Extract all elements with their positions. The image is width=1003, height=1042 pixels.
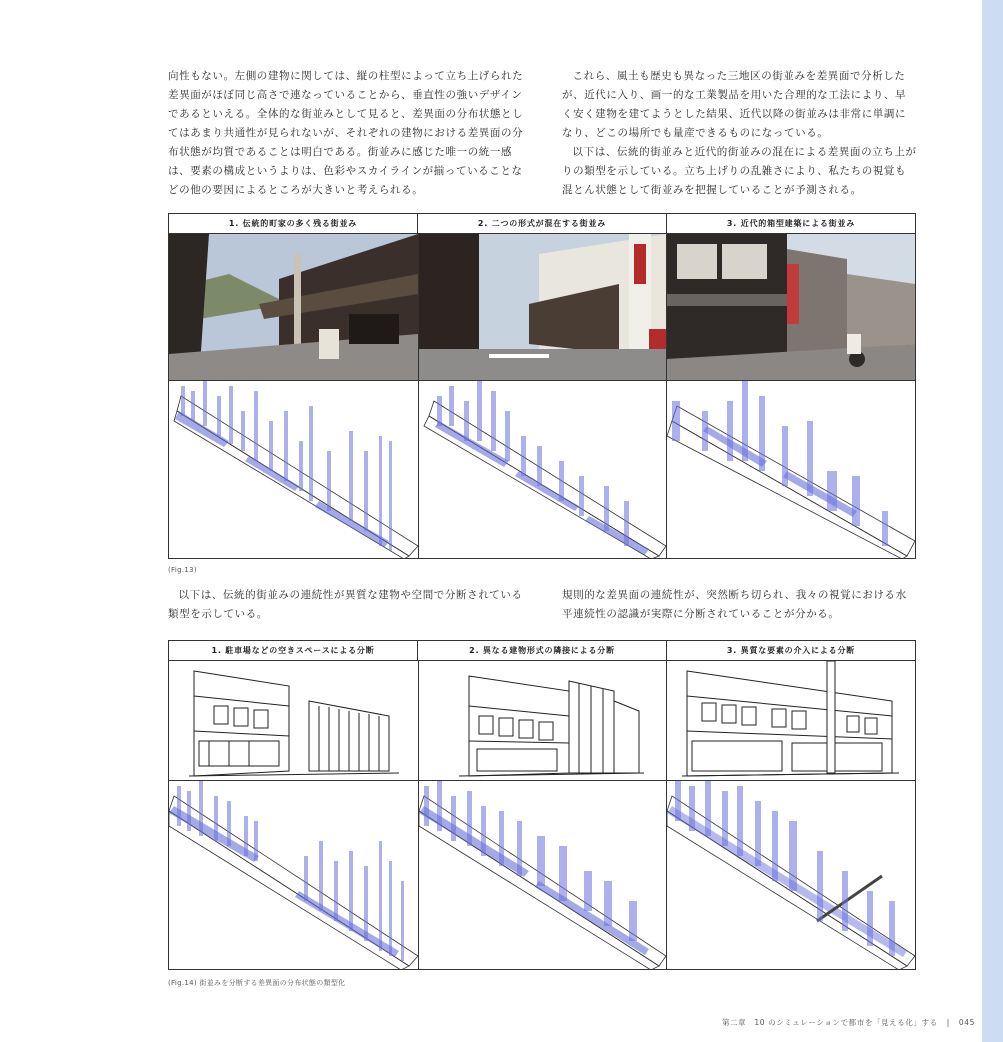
fig13-header-1: 1. 伝統的町家の多く残る街並み	[169, 214, 418, 233]
fig14-sketch-foreign-element	[667, 661, 915, 780]
footer-separator: |	[946, 1018, 950, 1027]
top-right-paragraphs	[562, 67, 917, 200]
fig14-diagram-2	[419, 781, 666, 970]
fig13-photo-modern-street	[667, 234, 915, 380]
fig13-photo-traditional-street	[169, 234, 418, 380]
fig14-caption: (Fig.14) 街並みを分断する差異面の分布状態の類型化	[168, 979, 346, 987]
fig14-diagram-3	[667, 781, 915, 970]
figure-13	[168, 213, 916, 559]
fig13-diagram-1	[169, 381, 418, 559]
fig14-header-3: 3. 異質な要素の介入による分断	[726, 646, 856, 655]
fig14-diagram-1	[169, 781, 418, 970]
footer-page-number: 045	[958, 1018, 975, 1027]
fig13-caption: (Fig.13)	[168, 566, 197, 574]
middle-left-paragraph	[168, 586, 526, 624]
middle-right-text: 規則的な差異面の連続性が、突然断ち切られ、我々の視覚における水平連続性の認識が実際に分断されていることが分かる。	[562, 589, 907, 620]
page-edge-accent-bar	[982, 0, 1003, 1042]
fig13-header-2: 2. 二つの形式が混在する街並み	[418, 214, 667, 233]
figure-13-header-row	[169, 214, 915, 234]
top-right-text-1: これら、風土も歴史も異なった三地区の街並みを差異面で分析したが、近代に入り、画一的な工業製品を用いた合理的な工法により、早く安く建物を建てようとした結果、近代以降の街並みは非常に単調になり、どこの場所でも量産できるものになっている。	[562, 70, 907, 139]
middle-left-text: 以下は、伝統的街並みの連続性が異質な建物や空間で分断されている類型を示している。	[168, 589, 523, 620]
fig14-sketch-different-forms	[419, 661, 666, 780]
top-left-text: 向性もない。左側の建物に関しては、縦の柱型によって立ち上げられた差異面がほぼ同じ高さで連なっていることから、垂直性の強いデザインであるといえる。全体的な街並みとして見ると、差異面の分布状態としてはあまり共通性が見られないが、それぞれの建物における差異面の分布状態が均質であることは明白である。街並みに感じた唯一の統一感は、要素の構成というよりは、色彩やスカイラインが揃っていることなどの他の要因によるところが大きいと考えられる。	[168, 70, 524, 196]
figure-14	[168, 640, 916, 970]
page-footer	[722, 1017, 975, 1028]
fig13-diagram-3	[667, 381, 915, 559]
fig14-sketch-empty-space	[169, 661, 418, 780]
top-left-paragraph	[168, 67, 526, 200]
fig14-header-2: 2. 異なる建物形式の隣接による分断	[418, 641, 667, 660]
figure-14-header-row	[169, 641, 915, 661]
top-right-text-2: 以下は、伝統的街並みと近代的街並みの混在による差異面の立ち上がりの類型を示している。立ち上げりの乱雑さにより、私たちの視覚も混とん状態として街並みを把握していることが予測される。	[562, 146, 917, 196]
fig13-photo-mixed-street	[419, 234, 666, 380]
fig13-diagram-2	[419, 381, 666, 559]
fig14-header-1: 1. 駐車場などの空きスペースによる分断	[169, 641, 418, 660]
footer-chapter: 第二章 10 のシミュレーションで都市を「見える化」する	[721, 1018, 938, 1027]
middle-right-paragraph	[562, 586, 917, 624]
fig13-header-3: 3. 近代的箱型建築による街並み	[726, 219, 856, 228]
